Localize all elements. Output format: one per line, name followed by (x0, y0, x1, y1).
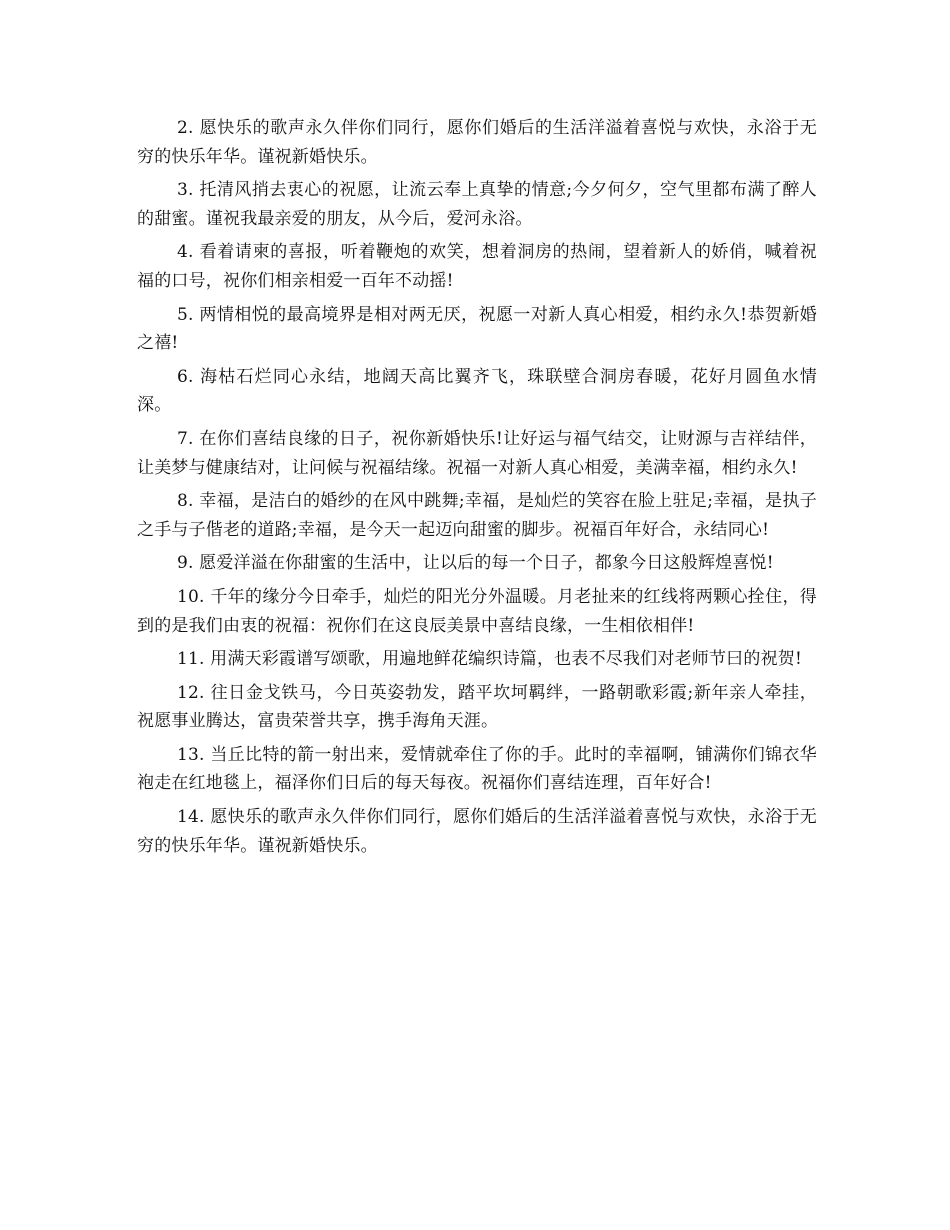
paragraph-14: 14. 愿快乐的歌声永久伴你们同行，愿你们婚后的生活洋溢着喜悦与欢快，永浴于无穷的快乐年华。谨祝新婚快乐。 (137, 807, 817, 856)
paragraph-13: 13. 当丘比特的箭一射出来，爱情就牵住了你的手。此时的幸福啊，铺满你们锦衣华袍走在红地毯上，福泽你们日后的每天每夜。祝福你们喜结连理，百年好合! (137, 744, 817, 794)
paragraph-3: 3. 托清风捎去衷心的祝愿，让流云奉上真挚的情意;今夕何夕，空气里都布满了醉人的甜蜜。谨祝我最亲爱的朋友，从今后，爱河永浴。 (137, 180, 817, 229)
paragraph-10: 10. 千年的缘分今日牵手，灿烂的阳光分外温暖。月老扯来的红线将两颗心拴住，得到的是我们由衷的祝福：祝你们在这良辰美景中喜结良缘，一生相依相伴! (137, 586, 817, 636)
document-body (137, 114, 817, 865)
paragraph-12: 12. 往日金戈铁马，今日英姿勃发，踏平坎坷羁绊，一路朝歌彩霞;新年亲人牵挂，祝愿事业腾达，富贵荣誉共享，携手海角天涯。 (137, 682, 817, 732)
paragraph-8: 8. 幸福，是洁白的婚纱的在风中跳舞;幸福，是灿烂的笑容在脸上驻足;幸福，是执子之手与子偕老的道路;幸福，是今天一起迈向甜蜜的脚步。祝福百年好合，永结同心! (137, 491, 817, 540)
paragraph-2: 2. 愿快乐的歌声永久伴你们同行，愿你们婚后的生活洋溢着喜悦与欢快，永浴于无穷的快乐年华。谨祝新婚快乐。 (137, 118, 817, 167)
paragraph-4: 4. 看着请柬的喜报，听着鞭炮的欢笑，想着洞房的热闹，望着新人的娇俏，喊着祝福的口号，祝你们相亲相爱一百年不动摇! (137, 242, 817, 291)
paragraph-7: 7. 在你们喜结良缘的日子，祝你新婚快乐!让好运与福气结交，让财源与吉祥结伴，让美梦与健康结对，让问候与祝福结缘。祝福一对新人真心相爱，美满幸福，相约永久! (137, 428, 817, 478)
paragraph-5: 5. 两情相悦的最高境界是相对两无厌，祝愿一对新人真心相爱，相约永久!恭贺新婚之禧! (137, 304, 817, 354)
paragraph-6: 6. 海枯石烂同心永结，地阔天高比翼齐飞，珠联壁合洞房春暖，花好月圆鱼水情深。 (137, 366, 817, 416)
paragraph-9: 9. 愿爱洋溢在你甜蜜的生活中，让以后的每一个日子，都象今日这般辉煌喜悦! (176, 553, 774, 574)
paragraph-11: 11. 用满天彩霞谱写颂歌，用遍地鲜花编织诗篇，也表不尽我们对老师节曰的祝贺! (176, 649, 803, 670)
